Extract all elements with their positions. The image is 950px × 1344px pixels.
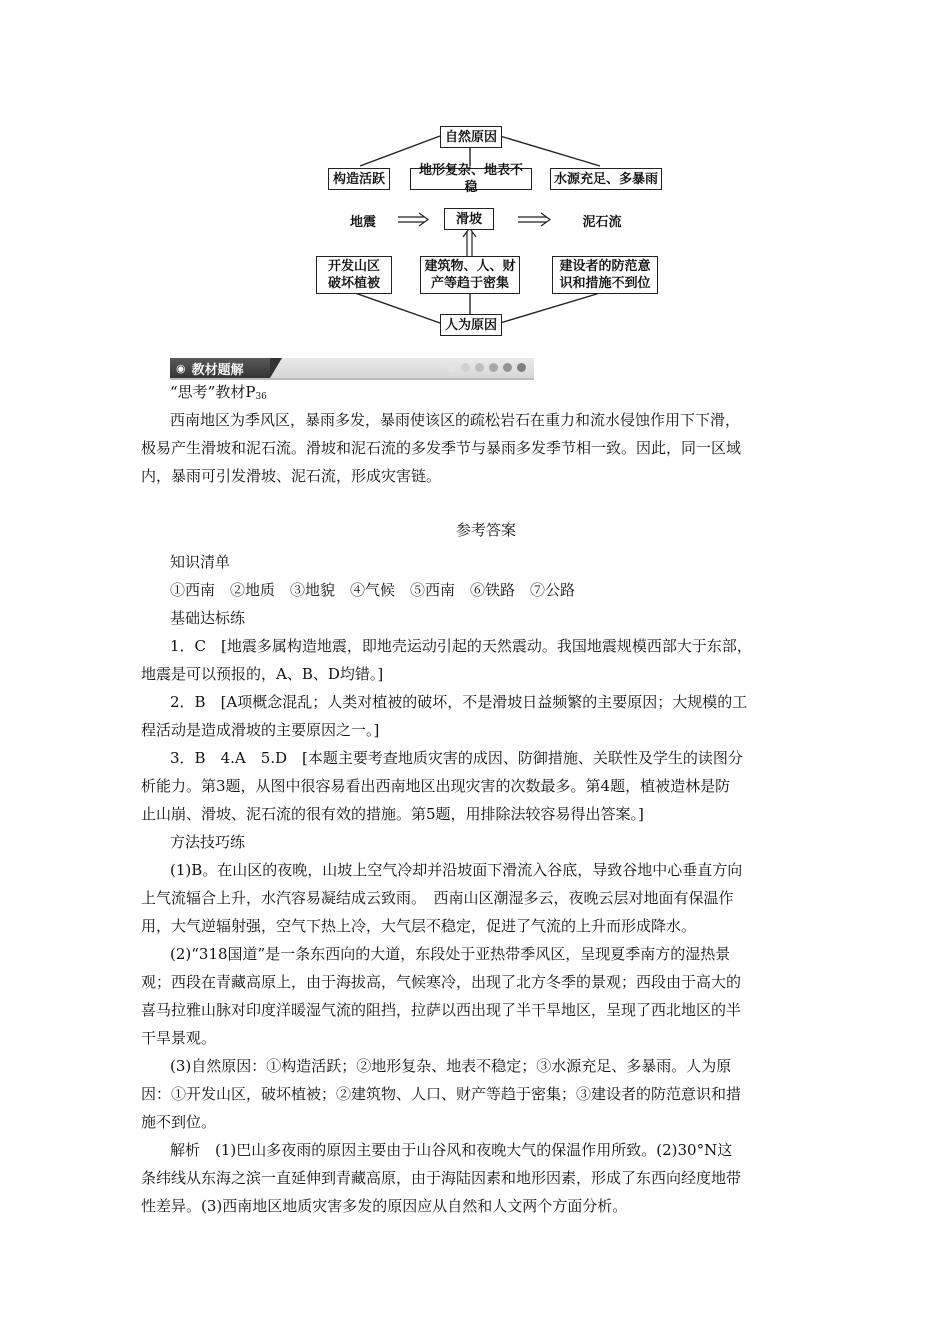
buildings-line1: 建筑物、人、财: [424, 259, 516, 274]
answer-line: 用，大气逆辐射强，空气下热上冷，大气层不稳定，促进了气流的上升而形成降水。: [141, 917, 697, 935]
bullet-icon: ◉: [176, 361, 186, 375]
development-box: [316, 256, 392, 294]
debris-flow-label: 泥石流: [582, 214, 622, 230]
answer-line: 程活动是造成滑坡的主要原因之一。]: [141, 721, 380, 739]
method-heading: 方法技巧练: [170, 833, 246, 851]
development-line2: 破坏植被: [327, 276, 380, 291]
awareness-line2: 识和措施不到位: [559, 276, 651, 291]
dot-icon: [503, 363, 512, 372]
section-header-bar: [170, 358, 534, 380]
dot-icon: [517, 363, 526, 372]
human-cause-label: 人为原因: [444, 317, 497, 333]
analysis-line: 条纬线从东海之滨一直延伸到青藏高原，由于海陆因素和地形因素，形成了东西向经度地带: [141, 1169, 742, 1187]
dot-icon: [475, 363, 484, 372]
awareness-line1: 建设者的防范意: [559, 259, 651, 274]
knowledge-items: ①西南 ②地质 ③地貌 ④气候 ⑤西南 ⑥铁路 ⑦公路: [170, 581, 576, 599]
dot-icon: [461, 363, 470, 372]
answer-line: 止山崩、滑坡、泥石流的很有效的措施。第5题，用排除法较容易得出答案。]: [141, 805, 644, 823]
water-label: 水源充足、多暴雨: [554, 171, 659, 187]
answer-line: 2．B [A项概念混乱；人类对植被的破坏，不是滑坡日益频繁的主要原因；大规模的工: [170, 693, 748, 711]
think-para-line: 西南地区为季风区，暴雨多发，暴雨使该区的疏松岩石在重力和流水侵蚀作用下下滑，: [170, 411, 741, 429]
tectonic-box: [328, 168, 390, 190]
natural-cause-box: [440, 126, 502, 148]
dot-icon: [447, 363, 456, 372]
section-title: 教材题解: [191, 362, 244, 378]
debris-flow-text: [572, 210, 632, 230]
section-label: [170, 358, 270, 378]
answer-line: 喜马拉雅山脉对印度洋暖湿气流的阻挡，拉萨以西出现了半干旱地区，呈现了西北地区的半: [141, 1001, 742, 1019]
landslide-label: 滑坡: [455, 211, 482, 227]
buildings-box: [420, 256, 520, 294]
answer-line: 析能力。第3题，从图中很容易看出西南地区出现灾害的次数最多。第4题，植被造林是防: [141, 777, 731, 795]
answer-line: 3．B 4.A 5.D [本题主要考查地质灾害的成因、防御措施、关联性及学生的读图分: [170, 749, 743, 767]
terrain-box: [410, 163, 532, 195]
earthquake-text: [338, 210, 388, 230]
dot-icon: [489, 363, 498, 372]
answer-line: 1．C [地震多属构造地震，即地壳运动引起的天然震动。我国地震规模西部大于东部，: [170, 637, 752, 655]
disaster-cause-diagram: [300, 118, 710, 340]
human-cause-box: [440, 314, 502, 336]
answers-title: 参考答案: [455, 521, 516, 539]
answer-line: (3)自然原因：①构造活跃；②地形复杂、地表不稳定；③水源充足、多暴雨。人为原: [170, 1057, 732, 1075]
think-page-sub: 36: [255, 392, 267, 402]
water-box: [550, 168, 662, 190]
think-para-line: 极易产生滑坡和泥石流。滑坡和泥石流的多发季节与暴雨多发季节相一致。因此，同一区域: [141, 439, 742, 457]
answer-line: 观；西段在青藏高原上，由于海拔高，气候寒冷，出现了北方冬季的景观；西段由于高大的: [141, 973, 742, 991]
think-para-line: 内，暴雨可引发滑坡、泥石流，形成灾害链。: [141, 467, 442, 485]
answer-line: 上气流辐合上升，水汽容易凝结成云致雨。 西南山区潮湿多云，夜晚云层对地面有保温作: [141, 889, 734, 907]
answer-line: (2)“318国道”是一条东西向的大道，东段处于亚热带季风区，呈现夏季南方的湿热景: [170, 945, 731, 963]
answer-line: 干旱景观。: [141, 1029, 217, 1047]
answer-line: 施不到位。: [141, 1113, 217, 1131]
think-label-text: “思考”教材P: [170, 383, 256, 401]
analysis-line: 解析 (1)巴山多夜雨的原因主要由于山谷风和夜晚大气的保温作用所致。(2)30°N这: [170, 1141, 733, 1159]
natural-cause-label: 自然原因: [444, 129, 497, 145]
decorative-dots: [447, 363, 526, 372]
knowledge-heading: 知识清单: [170, 553, 231, 571]
development-line1: 开发山区: [327, 259, 380, 274]
earthquake-label: 地震: [349, 214, 376, 230]
basic-heading: 基础达标练: [170, 609, 246, 627]
answer-line: 地震是可以预报的，A、B、D均错。]: [141, 665, 384, 683]
landslide-box: [444, 208, 494, 230]
section-label-cap: [270, 358, 282, 378]
answer-line: (1)B。在山区的夜晚，山坡上空气冷却并沿坡面下滑流入谷底，导致谷地中心垂直方向: [170, 861, 743, 879]
awareness-box: [552, 256, 658, 294]
analysis-line: 性差异。(3)西南地区地质灾害多发的原因应从自然和人文两个方面分析。: [141, 1197, 628, 1215]
buildings-line2: 产等趋于密集: [430, 276, 509, 291]
terrain-label: 地形复杂、地表不稳: [418, 163, 523, 195]
answer-line: 因：①开发山区，破坏植被；②建筑物、人口、财产等趋于密集；③建设者的防范意识和措: [141, 1085, 742, 1103]
tectonic-label: 构造活跃: [332, 171, 385, 187]
